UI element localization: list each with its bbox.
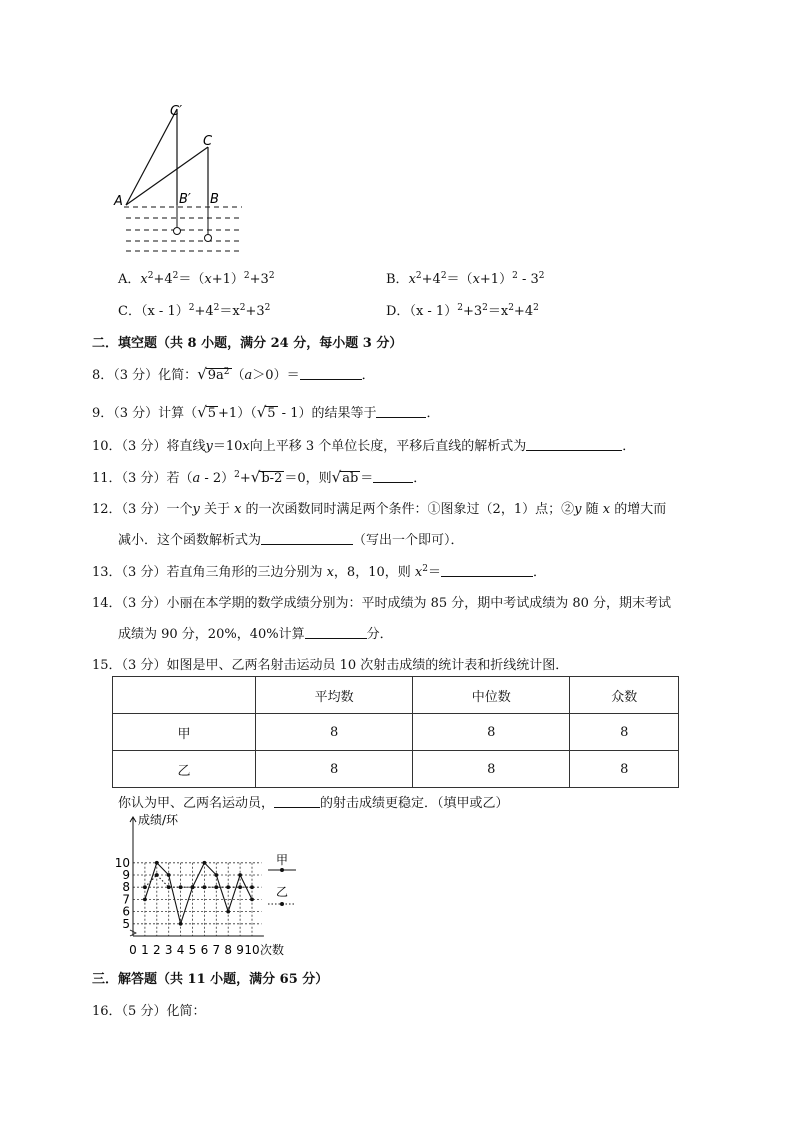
data-point [167,885,171,889]
answer-blank-11[interactable] [373,470,413,483]
x-tick-label: 5 [188,943,197,957]
label-c-prime: C′ [170,104,183,119]
float-circle-b [205,235,212,242]
data-point [250,898,254,902]
table-cell: 8 [256,714,413,751]
question-12-line-2: 减小．这个函数解析式为 （写出一个即可）． [118,533,464,548]
x-tick-label: 7 [212,943,221,957]
question-15: 15．（3 分）如图是甲、乙两名射击运动员 10 次射击成绩的统计表和折线统计图． [92,658,569,673]
option-a: A．$x^2+4^2=(x+1)^2+3^2$ [118,271,275,287]
table-cell: 8 [413,751,570,788]
answer-blank-8[interactable] [300,367,362,380]
data-point [191,885,195,889]
x-tick-label: 8 [224,943,233,957]
x-tick-label: 9 [236,943,244,957]
data-point [203,861,207,865]
question-11: 11．（3 分）若（a - 2）$^2$+√b-2 ＝0，则√ab ＝ ． [92,468,427,486]
data-point [155,861,159,865]
option-b: B．$x^2+4^2=(x+1)^2 - 3^2$ [386,271,545,287]
answer-blank-14[interactable] [305,626,367,639]
x-tick-label: 2 [152,943,161,957]
data-point [226,910,230,914]
data-point [226,885,230,889]
series-line-jia [145,863,252,924]
table-header-cell [113,677,256,714]
table-cell: 8 [570,751,679,788]
data-point [238,885,242,889]
table-header-cell: 众数 [570,677,679,714]
data-point [250,885,254,889]
question-10: 10．（3 分）将直线y＝10x向上平移 3 个单位长度，平移后直线的解析式为 ． [92,439,636,454]
table-row [113,714,679,751]
x-tick-label: 6 [200,943,209,957]
question-16: 16．（5 分）化简： [92,1004,206,1019]
table-header-cell: 中位数 [413,677,570,714]
table-cell: 乙 [113,751,256,788]
y-tick-label: 10 [114,855,130,870]
data-point [179,922,183,926]
table-cell: 8 [413,714,570,751]
legend-marker-yi [280,902,284,906]
data-point [155,873,159,877]
shooting-score-chart [108,812,308,960]
label-a: A [114,194,123,209]
table-header-row [113,677,679,714]
data-point [179,885,183,889]
data-point [214,885,218,889]
table-row [113,751,679,788]
data-point [143,898,147,902]
answer-blank-12[interactable] [261,532,353,545]
label-b-prime: B′ [179,192,191,207]
float-circle-b-prime [174,228,181,235]
x-tick-label: 10 [244,943,260,957]
data-point [203,885,207,889]
table-cell: 甲 [113,714,256,751]
section-2-heading: 二．填空题（共 8 小题，满分 24 分，每小题 3 分） [92,336,403,351]
y-axis-title: 成绩/环 [138,813,179,827]
label-c: C [203,134,213,149]
answer-blank-13[interactable] [441,564,533,577]
answer-blank-10[interactable] [526,438,622,451]
legend-label-jia: 甲 [276,853,289,867]
y-tick-label: 7 [122,892,130,907]
question-14-line-2: 成绩为 90 分，20%，40%计算 分． [118,627,393,642]
x-tick-label: 1 [141,943,149,957]
geometry-figure [100,95,260,260]
table-cell: 8 [256,751,413,788]
option-d: D．$(x - 1)^2+3^2=x^2+4^2$ [386,303,539,319]
answer-blank-15[interactable] [274,795,320,808]
x-axis-title: 次数 [260,943,285,957]
section-3-heading: 三．解答题（共 11 小题，满分 65 分） [92,972,329,987]
data-point [167,873,171,877]
table-header-cell: 平均数 [256,677,413,714]
question-14-line-1: 14．（3 分）小丽在本学期的数学成绩分别为：平时成绩为 85 分，期中考试成绩为 80 分，期末考试 [92,596,672,611]
series-line-yi [145,875,252,887]
table-cell: 8 [570,714,679,751]
data-point [238,873,242,877]
legend-label-yi: 乙 [276,885,289,899]
question-8: 8．（3 分）化简：$√9a^2$ （a＞0）＝ ． [92,365,375,383]
question-12-line-1: 12．（3 分）一个y 关于 x 的一次函数同时满足两个条件：①图象过（2，1）点；②y 随 x 的增大而 [92,502,667,517]
stats-table [112,676,679,788]
x-tick-label: 3 [164,943,173,957]
option-c: C．$(x - 1)^2+4^2=x^2+3^2$ [118,303,271,319]
answer-blank-9[interactable] [376,405,426,418]
y-tick-label: 5 [122,916,130,931]
y-tick-label: 8 [122,880,130,895]
question-15-prompt: 你认为甲、乙两名运动员， 的射击成绩更稳定．（填甲或乙） [118,796,509,811]
data-point [143,885,147,889]
x-tick-label: 4 [176,943,185,957]
x-tick-label: 0 [129,943,137,957]
legend-marker-jia [280,868,284,872]
question-9: 9．（3 分）计算（√5 +1）（√5 - 1）的结果等于 ． [92,403,440,421]
data-point [214,873,218,877]
y-tick-label: 9 [122,868,130,882]
question-13: 13．（3 分）若直角三角形的三边分别为 x，8，10，则 $x^2=$ ． [92,564,546,580]
label-b: B [210,192,219,207]
y-tick-label: 6 [122,904,130,919]
